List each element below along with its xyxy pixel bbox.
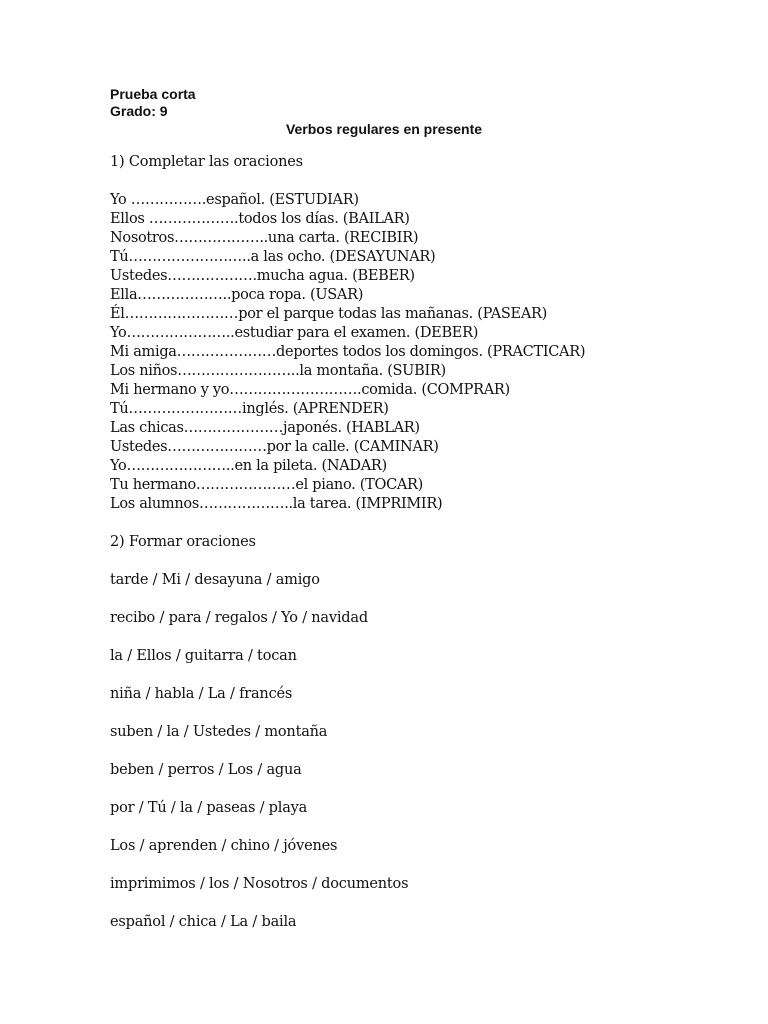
scrambled-sentence: español / chica / La / baila xyxy=(110,914,297,930)
exercise-sentence: Tu hermano…………………el piano. (TOCAR) xyxy=(110,477,424,493)
exercise-sentence: Yo…………………..en la pileta. (NADAR) xyxy=(110,458,387,474)
exercise-sentence: Tú……………………inglés. (APRENDER) xyxy=(110,401,389,417)
scrambled-sentence: por / Tú / la / paseas / playa xyxy=(110,800,308,816)
scrambled-sentence: Los / aprenden / chino / jóvenes xyxy=(110,838,338,854)
exercise-sentence: Mi hermano y yo……………………….comida. (COMPRAR) xyxy=(110,382,510,398)
quiz-subtitle: Verbos regulares en presente xyxy=(285,121,483,137)
exercise-sentence: Mi amiga…………………deportes todos los domingos. (PRACTICAR) xyxy=(110,344,586,360)
exercise-sentence: Yo…………………..estudiar para el examen. (DEBER) xyxy=(110,325,479,341)
grade-label: Grado: 9 xyxy=(110,103,168,119)
section-1-title: 1) Completar las oraciones xyxy=(110,154,303,170)
exercise-sentence: Nosotros………………..una carta. (RECIBIR) xyxy=(110,230,419,246)
scrambled-sentence: imprimimos / los / Nosotros / documentos xyxy=(110,876,409,892)
scrambled-sentence: la / Ellos / guitarra / tocan xyxy=(110,648,297,664)
section-2-list xyxy=(110,571,408,951)
exercise-sentence: Ustedes……………….mucha agua. (BEBER) xyxy=(110,268,415,284)
exercise-sentence: Las chicas…………………japonés. (HABLAR) xyxy=(110,420,420,436)
exercise-sentence: Ellos ……………….todos los días. (BAILAR) xyxy=(110,211,410,227)
exercise-sentence: Los niños……………………..la montaña. (SUBIR) xyxy=(110,363,446,379)
scrambled-sentence: tarde / Mi / desayuna / amigo xyxy=(110,572,320,588)
section-2-title: 2) Formar oraciones xyxy=(110,534,256,550)
exercise-sentence: Ella………………..poca ropa. (USAR) xyxy=(110,287,364,303)
scrambled-sentence: recibo / para / regalos / Yo / navidad xyxy=(110,610,368,626)
exercise-sentence: Los alumnos………………..la tarea. (IMPRIMIR) xyxy=(110,496,443,512)
scrambled-sentence: beben / perros / Los / agua xyxy=(110,762,302,778)
section-1-list xyxy=(110,191,585,514)
exercise-sentence: Yo …………….español. (ESTUDIAR) xyxy=(110,192,359,208)
quiz-title: Prueba corta xyxy=(110,86,196,102)
scrambled-sentence: suben / la / Ustedes / montaña xyxy=(110,724,328,740)
exercise-sentence: Él……………………por el parque todas las mañanas. (PASEAR) xyxy=(110,306,547,322)
exercise-sentence: Ustedes…………………por la calle. (CAMINAR) xyxy=(110,439,439,455)
scrambled-sentence: niña / habla / La / francés xyxy=(110,686,293,702)
exercise-sentence: Tú……………………..a las ocho. (DESAYUNAR) xyxy=(110,249,436,265)
